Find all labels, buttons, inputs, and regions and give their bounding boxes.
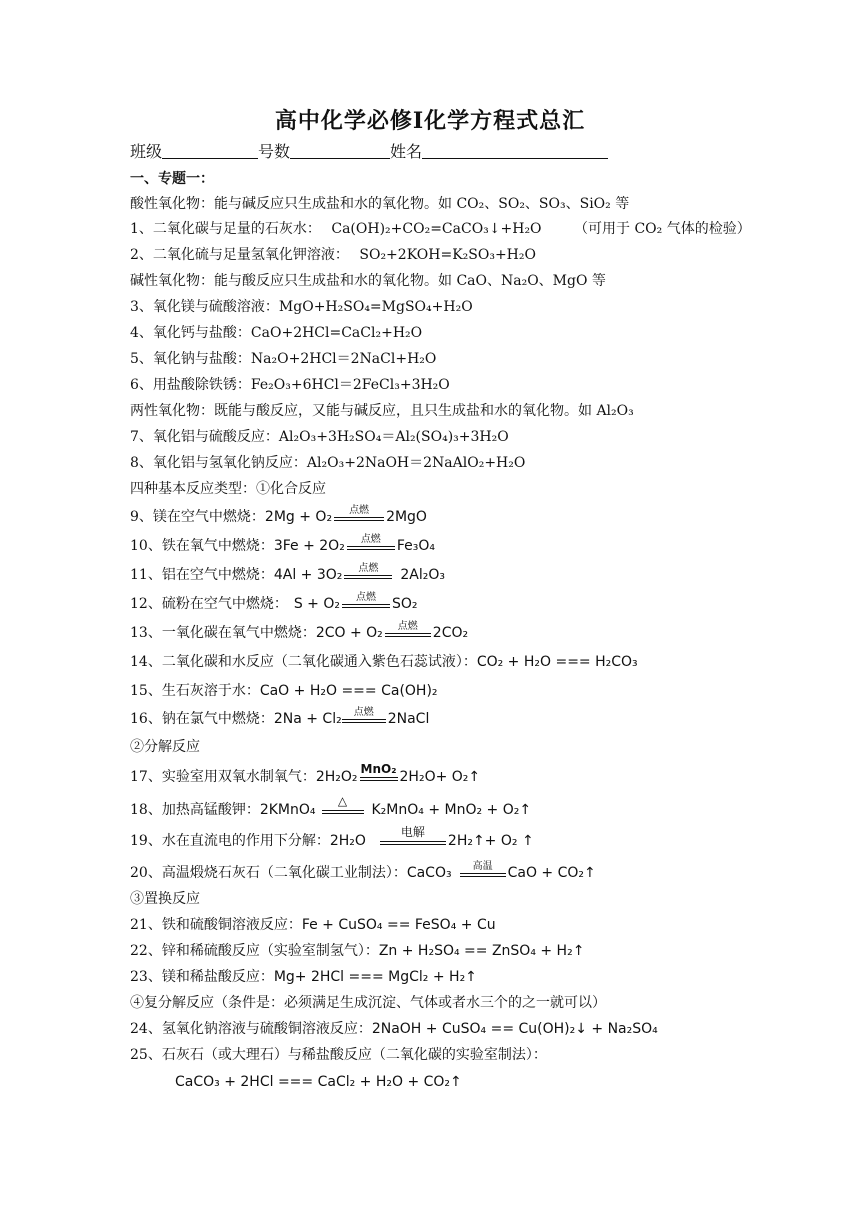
- equation-9: [130, 505, 427, 526]
- eq-formula: CO₂ + H₂O === H₂CO₃: [476, 654, 638, 670]
- eq-products: 2H₂O+ O₂↑: [399, 769, 481, 785]
- eq-formula: Na₂O+2HCl＝2NaCl+H₂O: [250, 351, 437, 367]
- equation-21: [130, 916, 496, 934]
- eq-desc: 2、二氧化硫与足量氢氧化钾溶液：: [130, 247, 349, 263]
- equation-16: [130, 707, 430, 728]
- eq-desc: 15、生石灰溶于水：: [130, 683, 260, 699]
- equation-14: [130, 653, 638, 671]
- eq-desc: 12、硫粉在空气中燃烧：: [130, 596, 288, 612]
- eq-products: 2CO₂: [432, 625, 469, 641]
- eq-desc: 13、一氧化碳在氧气中燃烧：: [130, 625, 316, 641]
- reaction-condition: [342, 707, 386, 723]
- reaction-condition: [322, 794, 364, 814]
- eq-desc: 3、氧化镁与硫酸溶液：: [130, 299, 279, 315]
- condition-label: 点燃: [349, 505, 370, 516]
- reaction-condition: [380, 825, 446, 845]
- eq-desc: 9、镁在空气中燃烧：: [130, 509, 265, 525]
- equation-18: [130, 794, 532, 819]
- reaction-condition: [334, 505, 384, 521]
- double-line-icon: [322, 810, 364, 814]
- eq-reactants: S + O₂: [293, 596, 340, 612]
- amphoteric-definition: 两性氧化物：既能与酸反应，又能与碱反应，且只生成盐和水的氧化物。如 Al₂O₃: [130, 403, 634, 419]
- section-heading: 一、专题一：: [130, 171, 214, 187]
- eq-products: Fe₃O₄: [396, 538, 435, 554]
- eq-products: 2MgO: [386, 509, 427, 525]
- acid-oxide-definition: 酸性氧化物：能与碱反应只生成盐和水的氧化物。如 CO₂、SO₂、SO₃、SiO₂ 等: [130, 196, 630, 212]
- double-line-icon: [380, 841, 446, 845]
- condition-label: MnO₂: [360, 762, 397, 776]
- displacement-heading: ③置换反应: [130, 891, 200, 907]
- eq-formula: Fe + CuSO₄ == FeSO₄ + Cu: [301, 917, 496, 933]
- eq-reactants: 2KMnO₄: [259, 802, 316, 818]
- equation-22: [130, 942, 584, 960]
- reaction-condition: [360, 762, 398, 781]
- eq-reactants: 2Mg + O₂: [264, 509, 333, 525]
- equation-5: [130, 350, 436, 368]
- reaction-condition: [344, 563, 392, 579]
- reaction-condition: [342, 592, 390, 608]
- eq-formula: 2NaOH + CuSO₄ == Cu(OH)₂↓ + Na₂SO₄: [371, 1021, 658, 1037]
- equation-12: [130, 592, 418, 613]
- eq-desc: 4、氧化钙与盐酸：: [130, 325, 251, 341]
- eq-reactants: 4Al + 3O₂: [273, 567, 343, 583]
- equation-11: [130, 563, 445, 584]
- equation-17: [130, 762, 481, 786]
- eq-desc: 16、钠在氯气中燃烧：: [130, 711, 274, 727]
- reaction-condition: [460, 861, 506, 877]
- eq-products: 2NaCl: [387, 711, 430, 727]
- eq-note: （可用于 CO₂ 气体的检验）: [574, 221, 751, 237]
- eq-reactants: 3Fe + 2O₂: [273, 538, 345, 554]
- eq-desc: 1、二氧化碳与足量的石灰水：: [130, 221, 321, 237]
- eq-products: K₂MnO₄ + MnO₂ + O₂↑: [371, 802, 532, 818]
- eq-products: 2H₂↑+ O₂ ↑: [447, 833, 534, 849]
- equation-8: [130, 454, 525, 472]
- reaction-condition: [347, 534, 395, 550]
- equation-15: [130, 682, 438, 700]
- eq-desc: 22、锌和稀硫酸反应（实验室制氢气）：: [130, 943, 379, 959]
- eq-formula: Ca(OH)₂+CO₂=CaCO₃↓+H₂O: [331, 221, 542, 237]
- reaction-types-heading: 四种基本反应类型：①化合反应: [130, 481, 326, 497]
- name-label: 姓名: [390, 142, 423, 161]
- eq-desc: 20、高温煅烧石灰石（二氧化碳工业制法）：: [130, 865, 407, 881]
- condition-label: 点燃: [397, 621, 418, 632]
- number-blank[interactable]: [290, 144, 390, 159]
- eq-formula: Fe₂O₃+6HCl＝2FeCl₃+3H₂O: [250, 377, 450, 393]
- condition-label: 点燃: [360, 534, 381, 545]
- eq-formula: Mg+ 2HCl === MgCl₂ + H₂↑: [273, 969, 477, 985]
- double-decomposition-heading: ④复分解反应（条件是：必须满足生成沉淀、气体或者水三个的之一就可以）: [130, 995, 606, 1011]
- eq-reactants: CaCO₃: [406, 865, 452, 881]
- heat-condition-icon: △: [337, 794, 348, 808]
- eq-formula: MgO+H₂SO₄=MgSO₄+H₂O: [278, 299, 473, 315]
- eq-formula: CaO+2HCl=CaCl₂+H₂O: [250, 325, 423, 341]
- eq-desc: 17、实验室用双氧水制氧气：: [130, 769, 316, 785]
- reaction-condition: [385, 621, 431, 637]
- equation-19: [130, 825, 534, 850]
- eq-desc: 7、氧化铝与硫酸反应：: [130, 429, 279, 445]
- equation-7: [130, 428, 509, 446]
- eq-desc: 5、氧化钠与盐酸：: [130, 351, 251, 367]
- eq-formula: Zn + H₂SO₄ == ZnSO₄ + H₂↑: [378, 943, 585, 959]
- eq-products: 2Al₂O₃: [400, 567, 445, 583]
- eq-reactants: 2H₂O₂: [315, 769, 358, 785]
- eq-desc: 19、水在直流电的作用下分解：: [130, 833, 330, 849]
- equation-20: [130, 861, 596, 882]
- page-title: 高中化学必修Ⅰ化学方程式总汇: [274, 108, 586, 134]
- eq-desc: 6、用盐酸除铁锈：: [130, 377, 251, 393]
- name-blank[interactable]: [422, 144, 608, 159]
- condition-label: 点燃: [355, 592, 376, 603]
- eq-formula: SO₂+2KOH=K₂SO₃+H₂O: [359, 247, 536, 263]
- student-info-row: [130, 142, 608, 162]
- equation-10: [130, 534, 435, 555]
- equation-25: [130, 1046, 547, 1064]
- class-label: 班级: [130, 142, 163, 161]
- eq-desc: 10、铁在氧气中燃烧：: [130, 538, 274, 554]
- equation-25-formula: CaCO₃ + 2HCl === CaCl₂ + H₂O + CO₂↑: [175, 1074, 462, 1090]
- eq-formula: CaO + H₂O === Ca(OH)₂: [259, 683, 438, 699]
- eq-products: CaO + CO₂↑: [507, 865, 596, 881]
- equation-6: [130, 376, 450, 394]
- equation-3: [130, 298, 473, 316]
- equation-23: [130, 968, 477, 986]
- eq-formula: Al₂O₃+3H₂SO₄＝Al₂(SO₄)₃+3H₂O: [278, 429, 509, 445]
- equation-24: [130, 1020, 658, 1038]
- eq-products: SO₂: [391, 596, 418, 612]
- eq-reactants: 2H₂O: [329, 833, 366, 849]
- eq-desc: 23、镁和稀盐酸反应：: [130, 969, 274, 985]
- equation-4: [130, 324, 422, 342]
- eq-desc: 25、石灰石（或大理石）与稀盐酸反应（二氧化碳的实验室制法）：: [130, 1047, 547, 1063]
- eq-reactants: 2Na + Cl₂: [273, 711, 342, 727]
- condition-label: 点燃: [353, 707, 374, 718]
- eq-desc: 14、二氧化碳和水反应（二氧化碳通入紫色石蕊试液）：: [130, 654, 477, 670]
- equation-1: [130, 220, 751, 238]
- eq-formula: Al₂O₃+2NaOH＝2NaAlO₂+H₂O: [306, 455, 526, 471]
- condition-label: 点燃: [358, 563, 379, 574]
- condition-label: 电解: [400, 825, 425, 839]
- eq-desc: 8、氧化铝与氢氧化钠反应：: [130, 455, 307, 471]
- decomposition-heading: ②分解反应: [130, 739, 200, 755]
- equation-2: [130, 246, 536, 264]
- equation-13: [130, 621, 469, 642]
- eq-desc: 11、铝在空气中燃烧：: [130, 567, 274, 583]
- class-blank[interactable]: [162, 144, 258, 159]
- eq-reactants: 2CO + O₂: [315, 625, 383, 641]
- eq-desc: 18、加热高锰酸钾：: [130, 802, 260, 818]
- eq-desc: 24、氢氧化钠溶液与硫酸铜溶液反应：: [130, 1021, 372, 1037]
- condition-label: 高温: [472, 861, 493, 872]
- basic-oxide-definition: 碱性氧化物：能与酸反应只生成盐和水的氧化物。如 CaO、Na₂O、MgO 等: [130, 273, 606, 289]
- number-label: 号数: [258, 142, 291, 161]
- eq-desc: 21、铁和硫酸铜溶液反应：: [130, 917, 302, 933]
